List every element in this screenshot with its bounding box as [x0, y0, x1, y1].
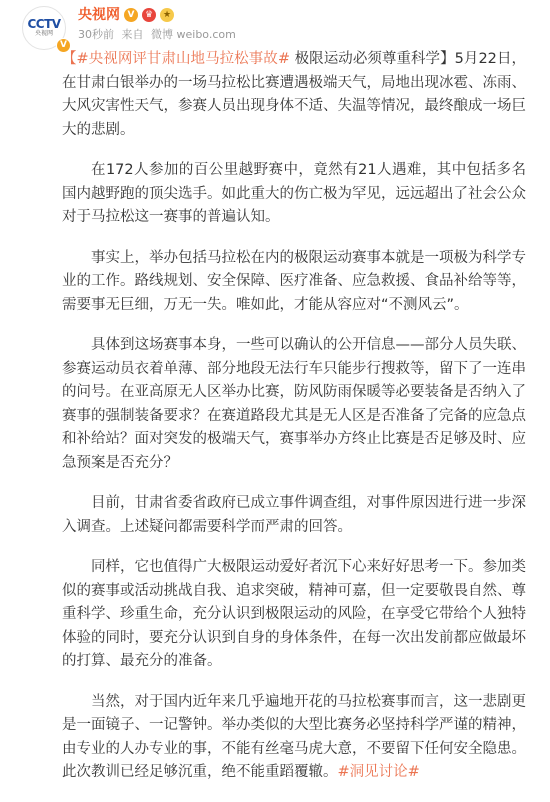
closing-text: 当然，对于国内近年来几乎遍地开花的马拉松赛事而言，这一悲剧更是一面镜子、一记警钟。举办类似的大型比赛务必坚持科学严谨的精神，由专业的人办专业的事，不能有丝毫马虎大意，不要留下任何安全隐患。此次教训已经足够沉重，绝不能重蹈覆辙。 — [62, 693, 526, 780]
post-time[interactable]: 30秒前 — [78, 28, 114, 41]
medal-icon[interactable]: ★ — [160, 8, 174, 22]
account-name-row — [78, 6, 174, 24]
body-paragraph: 具体到这场赛事本身，一些可以确认的公开信息——部分人员失联、参赛运动员衣着单薄、部分地段无法行车只能步行搜救等，留下了一连串的问号。在亚高原无人区举办比赛，防风防雨保暖等必要装备是否纳入了赛事的强制装备要求？在赛道路段尤其是无人区是否准备了完备的应急点和补给站？面对突发的极端天气，赛事举办方终止比赛是否足够及时、应急预案是否充分？ — [62, 337, 526, 471]
account-name[interactable]: 央视网 — [78, 7, 120, 23]
body-paragraph: 事实上，举办包括马拉松在内的极限运动赛事本就是一项极为科学专业的工作。路线规划、安全保障、医疗准备、应急救援、食品补给等等，需要事无巨细，万无一失。唯如此，才能从容应对“不测风云”。 — [62, 249, 526, 313]
verified-v-icon: V — [56, 38, 71, 53]
post-meta — [78, 28, 240, 42]
topic-tag-link[interactable]: 【#央视网评甘肃山地马拉松事故# — [62, 51, 290, 67]
body-paragraph: 在172人参加的百公里越野赛中，竟然有21人遇难，其中包括多名国内越野跑的顶尖选手。如此重大的伤亡极为罕见，远远超出了社会公众对于马拉松这一赛事的普遍认知。 — [62, 162, 526, 225]
post-content — [62, 48, 526, 802]
vip-crown-icon[interactable]: ♛ — [142, 8, 156, 22]
verified-v-icon[interactable]: V — [124, 8, 138, 22]
body-paragraph: 目前，甘肃省委省政府已成立事件调查组，对事件原因进行进一步深入调查。上述疑问都需要科学而严肃的回答。 — [62, 495, 526, 535]
closing-topic-link[interactable]: #洞见讨论# — [337, 764, 420, 780]
post-source[interactable]: 微博 weibo.com — [151, 28, 236, 41]
intro-text: 极限运动必须尊重科学】5月22日，在甘肃白银举办的一场马拉松比赛遭遇极端天气，局地出现冰雹、冻雨、大风灾害性天气，参赛人员出现身体不适、失温等情况，最终酿成一场巨大的悲剧。 — [62, 51, 526, 138]
from-label: 来自 — [121, 28, 144, 41]
intro-paragraph — [62, 48, 526, 142]
closing-paragraph — [62, 691, 526, 785]
cctv-logo-icon: CCTV — [27, 17, 61, 31]
body-paragraph: 同样，它也值得广大极限运动爱好者沉下心来好好思考一下。参加类似的赛事或活动挑战自我、追求突破，精神可嘉，但一定要敬畏自然、尊重科学、珍重生命，充分认识到极限运动的风险，在享受它带给个人独特体验的同时，要充分认识到自身的身体条件，在每一次出发前都应做最坏的打算、最充分的准备。 — [62, 559, 526, 669]
post-header — [16, 0, 526, 50]
avatar-subtext: 央视网 — [34, 30, 53, 37]
